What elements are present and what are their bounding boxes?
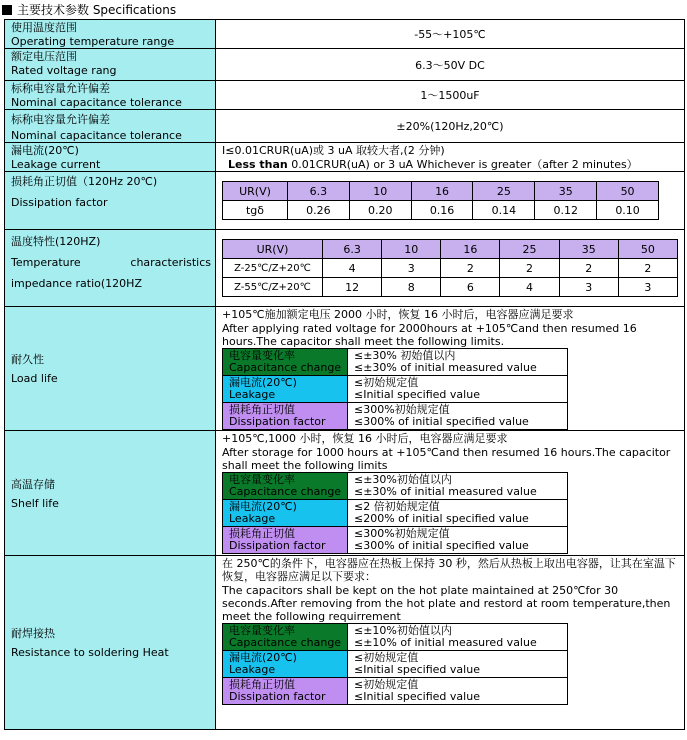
imp-value-cell: 2 <box>618 259 677 278</box>
df-value-cell: 0.12 <box>535 201 597 220</box>
limit-row <box>223 624 568 651</box>
limit-name-en: Leakage <box>229 663 276 676</box>
limit-row <box>223 678 568 705</box>
limit-name-en: Capacitance change <box>229 361 342 374</box>
label-zh: 标称电容量允许偏差 <box>11 82 110 95</box>
df-head-cell: 35 <box>535 182 597 201</box>
limit-name-en: Capacitance change <box>229 636 342 649</box>
solder-limits <box>222 623 568 705</box>
row-voltage <box>5 49 685 81</box>
imp-value-cell: 12 <box>323 278 382 297</box>
imp-value-cell: 2 <box>500 259 559 278</box>
imp-row-label: Z-55℃/Z+20℃ <box>223 278 323 297</box>
section-header <box>2 2 176 18</box>
row-temperature <box>5 20 685 49</box>
limit-value-zh: ≤300%初始规定值 <box>354 527 450 540</box>
imp-value-cell: 4 <box>500 278 559 297</box>
df-value-cell: 0.20 <box>349 201 411 220</box>
label-cell <box>5 49 216 81</box>
solder-zh: 在 250℃的条件下，电容器应在热板上保持 30 秒，然后从热板上取出电容器，让其在室温下恢复，电容器应满足以下要求： <box>222 557 676 583</box>
label-zh: 漏电流(20℃) <box>11 144 79 157</box>
label-cell <box>5 230 216 307</box>
label-cell <box>5 307 216 431</box>
limit-name-cell <box>223 376 348 403</box>
imp-head-cell: 25 <box>500 240 559 259</box>
square-bullet-icon <box>2 5 12 15</box>
row-shelf-life <box>5 431 685 556</box>
limit-value-en: ≤Initial specified value <box>354 690 480 703</box>
limit-row <box>223 500 568 527</box>
leak-rest: 0.01CRUR(uA) or 3 uA Whichever is greater（after 2 minutes） <box>287 158 638 171</box>
df-head-label: UR(V) <box>223 182 288 201</box>
df-value-cell: 0.10 <box>597 201 659 220</box>
imp-value-cell: 6 <box>441 278 500 297</box>
df-head-row <box>223 182 659 201</box>
row-soldering <box>5 556 685 730</box>
row-impedance <box>5 230 685 307</box>
df-head-cell: 6.3 <box>288 182 350 201</box>
limit-name-zh: 电容量变化率 <box>229 624 295 637</box>
spec-table <box>4 19 685 730</box>
limit-name-cell <box>223 403 348 430</box>
label-en: Shelf life <box>11 496 59 510</box>
imp-head-cell: 6.3 <box>323 240 382 259</box>
imp-head-cell: 35 <box>559 240 618 259</box>
limit-name-en: Leakage <box>229 512 276 525</box>
leak-line2 <box>216 157 684 171</box>
label-cell <box>5 81 216 110</box>
limit-value-zh: ≤2 倍初始规定值 <box>354 500 440 513</box>
solder-en: The capacitors shall be kept on the hot plate maintained at 250℃for 30 seconds.After removing from the hot plate and restord at room temperature,then meet the following requirrement <box>222 584 671 623</box>
df-head-cell: 16 <box>411 182 473 201</box>
label-en: Nominal capacitance tolerance <box>11 96 182 109</box>
limit-value-en: ≤300% of initial specified value <box>354 415 529 428</box>
shelf-en: After storage for 1000 hours at +105℃and then resumed 16 hours.The capacitor shall meet the following limits <box>222 446 671 472</box>
imp-row-label: Z-25℃/Z+20℃ <box>223 259 323 278</box>
df-value-cell: 0.14 <box>473 201 535 220</box>
limit-value-cell <box>348 473 568 500</box>
df-head-cell: 10 <box>349 182 411 201</box>
df-value-cell: 0.26 <box>288 201 350 220</box>
imp-value-cell: 4 <box>323 259 382 278</box>
limit-value-en: ≤±10% of initial measured value <box>354 636 537 649</box>
value-cell: 6.3～50V DC <box>216 49 685 81</box>
imp-head-cell: 16 <box>441 240 500 259</box>
limit-name-zh: 损耗角正切值 <box>229 527 295 540</box>
label-cell <box>5 172 216 230</box>
limit-value-zh: ≤300%初始规定值 <box>354 403 450 416</box>
imp-value-cell: 3 <box>618 278 677 297</box>
limit-row <box>223 376 568 403</box>
label-zh: 额定电压范围 <box>11 50 77 63</box>
label-zh: 耐久性 <box>11 353 44 366</box>
limit-name-zh: 损耗角正切值 <box>229 403 295 416</box>
value-cell <box>216 307 685 431</box>
imp-subtable <box>222 239 678 297</box>
df-head-cell: 50 <box>597 182 659 201</box>
limit-value-cell <box>348 500 568 527</box>
value-cell <box>216 143 685 172</box>
limit-name-cell <box>223 500 348 527</box>
limit-name-zh: 电容量变化率 <box>229 473 295 486</box>
imp-row-1 <box>223 259 678 278</box>
imp-head-cell: 50 <box>618 240 677 259</box>
label-en2: impedance ratio(120HZ <box>11 277 142 290</box>
limit-value-zh: ≤±30%初始值以内 <box>354 473 452 486</box>
limit-value-zh: ≤初始规定值 <box>354 651 419 664</box>
limit-value-en: ≤Initial specified value <box>354 388 480 401</box>
value-cell <box>216 431 685 556</box>
limit-name-en: Leakage <box>229 388 276 401</box>
limit-value-cell <box>348 403 568 430</box>
limit-name-en: Dissipation factor <box>229 539 326 552</box>
limit-row <box>223 527 568 554</box>
shelf-zh: +105℃,1000 小时，恢复 16 小时后，电容器应满足要求 <box>222 432 508 445</box>
label-cell <box>5 431 216 556</box>
leak-bold: Less than <box>228 158 288 171</box>
label-en: Nominal capacitance tolerance <box>11 129 182 142</box>
limit-value-en: ≤300% of initial specified value <box>354 539 529 552</box>
imp-value-cell: 3 <box>382 259 441 278</box>
limit-value-zh: ≤初始规定值 <box>354 376 419 389</box>
limit-value-cell <box>348 527 568 554</box>
label-en-a: Temperature <box>11 256 81 269</box>
limit-name-cell <box>223 678 348 705</box>
label-en <box>5 248 215 269</box>
label-cell <box>5 20 216 49</box>
imp-head-row <box>223 240 678 259</box>
df-head-cell: 25 <box>473 182 535 201</box>
imp-head-cell: 10 <box>382 240 441 259</box>
imp-value-cell: 3 <box>559 278 618 297</box>
limit-row <box>223 349 568 376</box>
imp-row-2 <box>223 278 678 297</box>
shelf-limits <box>222 472 568 554</box>
limit-name-zh: 损耗角正切值 <box>229 678 295 691</box>
limit-name-en: Dissipation factor <box>229 415 326 428</box>
limit-name-en: Dissipation factor <box>229 690 326 703</box>
limit-value-cell <box>348 651 568 678</box>
label-zh: 使用温度范围 <box>11 21 77 34</box>
limit-value-cell <box>348 624 568 651</box>
limit-name-zh: 漏电流(20℃) <box>229 651 297 664</box>
label-zh: 温度特性(120HZ) <box>11 235 101 248</box>
limit-name-cell <box>223 651 348 678</box>
limit-value-zh: ≤±10%初始值以内 <box>354 624 452 637</box>
limit-value-cell <box>348 376 568 403</box>
limit-name-cell <box>223 527 348 554</box>
label-en: Dissipation factor <box>11 196 108 209</box>
limit-value-cell <box>348 678 568 705</box>
row-load-life <box>5 307 685 431</box>
label-cell <box>5 556 216 730</box>
label-en: Load life <box>11 372 58 385</box>
limit-value-zh: ≤±30% 初始值以内 <box>354 349 456 362</box>
row-leakage <box>5 143 685 172</box>
limit-value-en: ≤±30% of initial measured value <box>354 485 537 498</box>
row-tolerance <box>5 110 685 143</box>
limit-name-zh: 漏电流(20℃) <box>229 376 297 389</box>
label-zh: 损耗角正切值（120Hz 20℃) <box>11 175 158 188</box>
label-en: Resistance to soldering Heat <box>11 646 169 659</box>
label-en-b: characteristics <box>130 256 211 269</box>
limit-value-zh: ≤初始规定值 <box>354 678 419 691</box>
header-text: 主要技术参数 Specifications <box>17 3 177 17</box>
imp-value-cell: 8 <box>382 278 441 297</box>
df-value-row <box>223 201 659 220</box>
limit-value-en: ≤Initial specified value <box>354 663 480 676</box>
row-dissipation <box>5 172 685 230</box>
limit-value-en: ≤±30% of initial measured value <box>354 361 537 374</box>
row-capacitance <box>5 81 685 110</box>
limit-value-cell <box>348 349 568 376</box>
df-row-label: tgδ <box>223 201 288 220</box>
value-cell: -55～+105℃ <box>216 20 685 49</box>
limit-name-cell <box>223 624 348 651</box>
limit-name-zh: 电容量变化率 <box>229 349 295 362</box>
limit-row <box>223 473 568 500</box>
limit-row <box>223 651 568 678</box>
limit-value-en: ≤200% of initial specified value <box>354 512 529 525</box>
label-zh: 标称电容量允许偏差 <box>11 113 110 126</box>
limit-name-cell <box>223 349 348 376</box>
value-cell <box>216 172 685 230</box>
limit-name-zh: 漏电流(20℃) <box>229 500 297 513</box>
load-en: After applying rated voltage for 2000hours at +105℃and then resumed 16 hours.The capacitor shall meet the following limits. <box>222 322 637 348</box>
df-value-cell: 0.16 <box>411 201 473 220</box>
limit-name-cell <box>223 473 348 500</box>
load-zh: +105℃施加额定电压 2000 小时，恢复 16 小时后，电容器应满足要求 <box>222 308 574 321</box>
leak-line1: I≤0.01CRUR(uA)或 3 uA 取较大者,(2 分钟) <box>222 144 445 157</box>
limit-row <box>223 403 568 430</box>
value-cell: ±20%(120Hz,20℃) <box>216 110 685 143</box>
imp-head-label: UR(V) <box>223 240 323 259</box>
value-cell <box>216 230 685 307</box>
label-cell <box>5 110 216 143</box>
label-cell <box>5 143 216 172</box>
value-cell <box>216 556 685 730</box>
imp-value-cell: 2 <box>441 259 500 278</box>
label-en: Rated voltage rang <box>11 64 117 77</box>
label-zh: 高温存储 <box>11 477 55 491</box>
label-en: Operating temperature range <box>11 35 175 48</box>
df-subtable <box>222 181 659 220</box>
label-en: Leakage current <box>11 158 101 171</box>
label-zh: 耐焊接热 <box>11 627 55 640</box>
load-limits <box>222 348 568 430</box>
limit-name-en: Capacitance change <box>229 485 342 498</box>
imp-value-cell: 2 <box>559 259 618 278</box>
value-cell: 1～1500uF <box>216 81 685 110</box>
